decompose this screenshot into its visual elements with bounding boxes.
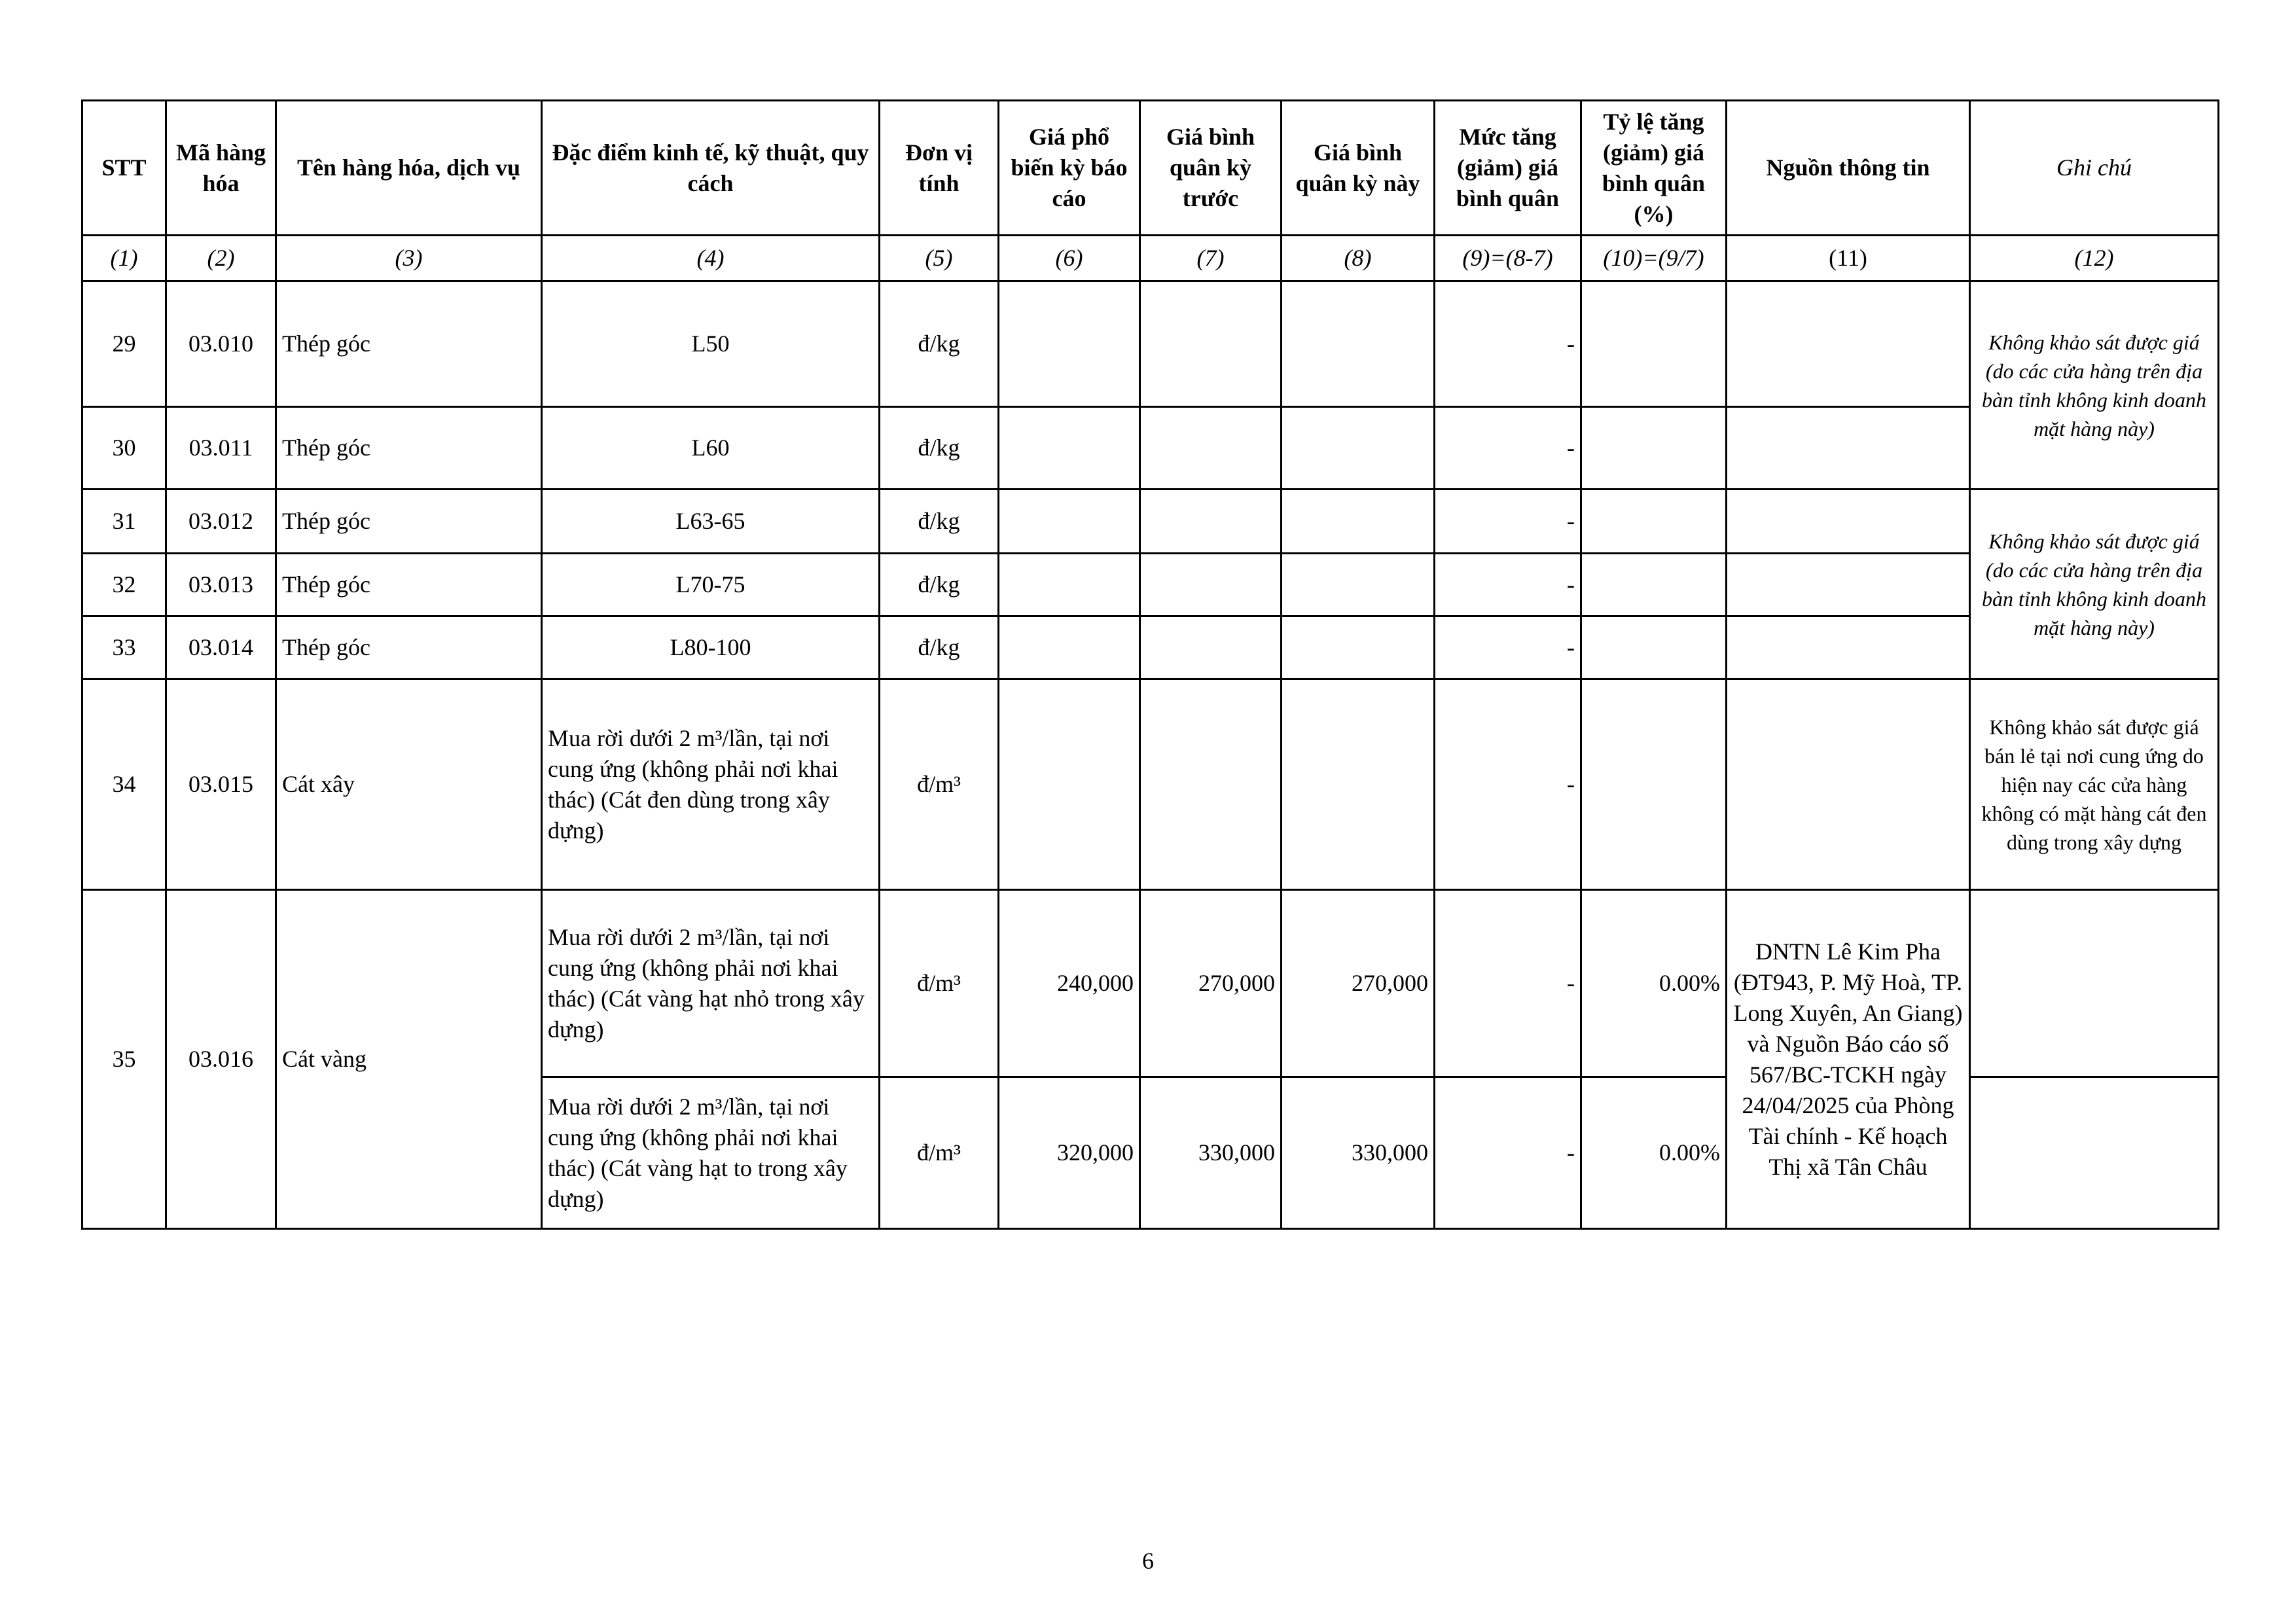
cell-name: Thép góc: [276, 554, 542, 616]
cell-common-price: [999, 490, 1140, 554]
cell-name: Cát xây: [276, 679, 542, 890]
table-row: [82, 679, 2219, 890]
cell-source: [1727, 407, 1970, 490]
colnum: (6): [999, 236, 1140, 281]
cell-code: 03.010: [166, 281, 276, 407]
cell-source: [1727, 554, 1970, 616]
cell-name: Thép góc: [276, 490, 542, 554]
cell-change: -: [1435, 554, 1581, 616]
cell-curr-avg: [1282, 554, 1435, 616]
cell-prev-avg: [1140, 616, 1282, 679]
cell-stt: 35: [82, 890, 166, 1229]
cell-prev-avg: 330,000: [1140, 1077, 1282, 1229]
cell-curr-avg: [1282, 490, 1435, 554]
cell-unit: đ/kg: [880, 490, 999, 554]
cell-prev-avg: [1140, 490, 1282, 554]
cell-spec: L50: [542, 281, 880, 407]
header-row: [82, 101, 2219, 236]
cell-rate: [1581, 679, 1727, 890]
cell-common-price: [999, 554, 1140, 616]
cell-change: -: [1435, 679, 1581, 890]
cell-spec: L60: [542, 407, 880, 490]
cell-source: [1727, 490, 1970, 554]
cell-name: Cát vàng: [276, 890, 542, 1229]
cell-unit: đ/kg: [880, 554, 999, 616]
cell-curr-avg: [1282, 679, 1435, 890]
cell-spec: Mua rời dưới 2 m³/lần, tại nơi cung ứng (không phải nơi khai thác) (Cát vàng hạt nhỏ trong xây dựng): [542, 890, 880, 1077]
colnum: (10)=(9/7): [1581, 236, 1727, 281]
colnum: (5): [880, 236, 999, 281]
cell-curr-avg: [1282, 281, 1435, 407]
colnum: (3): [276, 236, 542, 281]
column-number-row: [82, 236, 2219, 281]
cell-code: 03.013: [166, 554, 276, 616]
cell-common-price: [999, 679, 1140, 890]
colnum: (12): [1970, 236, 2219, 281]
page-number: 6: [1142, 1548, 1154, 1574]
cell-note: [1970, 1077, 2219, 1229]
cell-common-price: [999, 616, 1140, 679]
cell-note: Không khảo sát được giá (do các cửa hàng trên địa bàn tỉnh không kinh doanh mặt hàng này): [1970, 490, 2219, 679]
cell-unit: đ/m³: [880, 890, 999, 1077]
cell-stt: 30: [82, 407, 166, 490]
colnum: (11): [1727, 236, 1970, 281]
cell-note: Không khảo sát được giá bán lẻ tại nơi cung ứng do hiện nay các cửa hàng không có mặt hàng cát đen dùng trong xây dựng: [1970, 679, 2219, 890]
header-note: Ghi chú: [1970, 101, 2219, 236]
cell-curr-avg: 270,000: [1282, 890, 1435, 1077]
colnum: (9)=(8-7): [1435, 236, 1581, 281]
cell-change: -: [1435, 281, 1581, 407]
cell-rate: 0.00%: [1581, 1077, 1727, 1229]
cell-rate: [1581, 554, 1727, 616]
cell-prev-avg: [1140, 679, 1282, 890]
cell-code: 03.016: [166, 890, 276, 1229]
table-row: [82, 890, 2219, 1077]
header-rate: Tỷ lệ tăng (giảm) giá bình quân (%): [1581, 101, 1727, 236]
cell-unit: đ/kg: [880, 281, 999, 407]
cell-spec: L80-100: [542, 616, 880, 679]
cell-change: -: [1435, 407, 1581, 490]
cell-curr-avg: 330,000: [1282, 1077, 1435, 1229]
table-row: [82, 554, 2219, 616]
cell-spec: L70-75: [542, 554, 880, 616]
cell-note: [1970, 890, 2219, 1077]
cell-unit: đ/m³: [880, 1077, 999, 1229]
cell-code: 03.015: [166, 679, 276, 890]
header-prev-avg: Giá bình quân kỳ trước: [1140, 101, 1282, 236]
cell-change: -: [1435, 616, 1581, 679]
header-spec: Đặc điểm kinh tế, kỹ thuật, quy cách: [542, 101, 880, 236]
cell-spec: Mua rời dưới 2 m³/lần, tại nơi cung ứng (không phải nơi khai thác) (Cát vàng hạt to trong xây dựng): [542, 1077, 880, 1229]
cell-unit: đ/m³: [880, 679, 999, 890]
cell-unit: đ/kg: [880, 616, 999, 679]
cell-source: [1727, 616, 1970, 679]
header-code: Mã hàng hóa: [166, 101, 276, 236]
header-common-price: Giá phổ biến kỳ báo cáo: [999, 101, 1140, 236]
cell-change: -: [1435, 490, 1581, 554]
cell-change: -: [1435, 1077, 1581, 1229]
cell-common-price: [999, 407, 1140, 490]
colnum: (2): [166, 236, 276, 281]
cell-stt: 32: [82, 554, 166, 616]
header-change: Mức tăng (giảm) giá bình quân: [1435, 101, 1581, 236]
cell-source: [1727, 281, 1970, 407]
cell-rate: [1581, 407, 1727, 490]
cell-code: 03.012: [166, 490, 276, 554]
header-name: Tên hàng hóa, dịch vụ: [276, 101, 542, 236]
cell-change: -: [1435, 890, 1581, 1077]
cell-curr-avg: [1282, 616, 1435, 679]
table-row: [82, 490, 2219, 554]
header-stt: STT: [82, 101, 166, 236]
cell-stt: 33: [82, 616, 166, 679]
header-unit: Đơn vị tính: [880, 101, 999, 236]
price-table: [81, 99, 2219, 1230]
colnum: (4): [542, 236, 880, 281]
cell-rate: [1581, 490, 1727, 554]
cell-name: Thép góc: [276, 616, 542, 679]
cell-code: 03.014: [166, 616, 276, 679]
table-row: [82, 407, 2219, 490]
header-curr-avg: Giá bình quân kỳ này: [1282, 101, 1435, 236]
cell-prev-avg: [1140, 281, 1282, 407]
cell-common-price: 320,000: [999, 1077, 1140, 1229]
table-row: [82, 281, 2219, 407]
cell-rate: 0.00%: [1581, 890, 1727, 1077]
cell-code: 03.011: [166, 407, 276, 490]
cell-unit: đ/kg: [880, 407, 999, 490]
cell-prev-avg: [1140, 554, 1282, 616]
cell-spec: L63-65: [542, 490, 880, 554]
colnum: (7): [1140, 236, 1282, 281]
cell-stt: 34: [82, 679, 166, 890]
cell-name: Thép góc: [276, 281, 542, 407]
table-row: [82, 616, 2219, 679]
cell-note: Không khảo sát được giá (do các cửa hàng trên địa bàn tỉnh không kinh doanh mặt hàng này): [1970, 281, 2219, 490]
cell-common-price: 240,000: [999, 890, 1140, 1077]
colnum: (1): [82, 236, 166, 281]
cell-stt: 31: [82, 490, 166, 554]
cell-prev-avg: [1140, 407, 1282, 490]
cell-source: DNTN Lê Kim Pha (ĐT943, P. Mỹ Hoà, TP. Long Xuyên, An Giang) và Nguồn Báo cáo số 567/BC-TCKH ngày 24/04/2025 của Phòng Tài chính - Kế hoạch Thị xã Tân Châu: [1727, 890, 1970, 1229]
cell-source: [1727, 679, 1970, 890]
cell-common-price: [999, 281, 1140, 407]
cell-name: Thép góc: [276, 407, 542, 490]
cell-rate: [1581, 616, 1727, 679]
cell-rate: [1581, 281, 1727, 407]
cell-prev-avg: 270,000: [1140, 890, 1282, 1077]
cell-curr-avg: [1282, 407, 1435, 490]
cell-stt: 29: [82, 281, 166, 407]
colnum: (8): [1282, 236, 1435, 281]
header-source: Nguồn thông tin: [1727, 101, 1970, 236]
cell-spec: Mua rời dưới 2 m³/lần, tại nơi cung ứng (không phải nơi khai thác) (Cát đen dùng trong xây dựng): [542, 679, 880, 890]
